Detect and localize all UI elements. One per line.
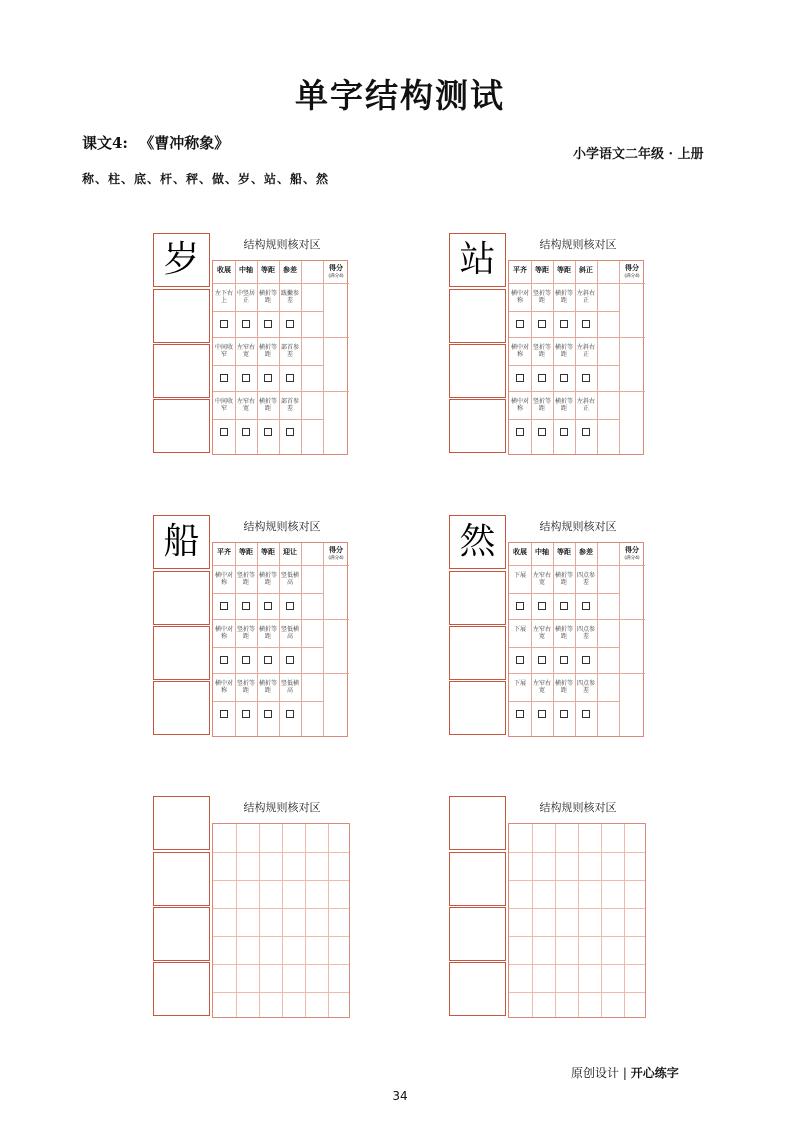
checkbox[interactable] bbox=[516, 656, 524, 664]
checkbox[interactable] bbox=[264, 602, 272, 610]
writing-cell[interactable] bbox=[153, 571, 210, 625]
rule-text: 下展 bbox=[513, 626, 526, 633]
checkbox[interactable] bbox=[264, 374, 272, 382]
rule-text: 横中对称 bbox=[214, 626, 233, 640]
rule-text: 中间收窄 bbox=[214, 344, 233, 358]
writing-cell[interactable] bbox=[449, 571, 506, 625]
checkbox[interactable] bbox=[220, 374, 228, 382]
lesson-heading bbox=[82, 132, 235, 153]
rule-text: 横折等距 bbox=[554, 680, 573, 694]
checkbox[interactable] bbox=[560, 656, 568, 664]
check-area-title: 结构规则核对区 bbox=[539, 238, 617, 251]
checkbox[interactable] bbox=[286, 602, 294, 610]
footer-left: 原创设计 bbox=[571, 1066, 620, 1080]
rule-text: 四点参差 bbox=[576, 572, 595, 586]
checkbox[interactable] bbox=[538, 710, 546, 718]
checkbox[interactable] bbox=[242, 428, 250, 436]
checkbox[interactable] bbox=[220, 320, 228, 328]
check-area-title: 结构规则核对区 bbox=[539, 801, 617, 814]
writing-cell[interactable] bbox=[449, 626, 506, 680]
checkbox[interactable] bbox=[264, 710, 272, 718]
rule-text: 四点参差 bbox=[576, 626, 595, 640]
check-area-title: 结构规则核对区 bbox=[243, 520, 321, 533]
writing-cell[interactable] bbox=[153, 796, 210, 850]
checkbox[interactable] bbox=[560, 602, 568, 610]
rule-text: 横中对称 bbox=[510, 344, 529, 358]
checkbox[interactable] bbox=[242, 374, 250, 382]
rule-text: 左窄右宽 bbox=[236, 344, 255, 358]
rule-text: 跋撇参差 bbox=[280, 290, 299, 304]
page-title: 单字结构测试 bbox=[295, 76, 505, 115]
rule-header: 平齐 bbox=[513, 266, 527, 274]
rule-text: 横中对称 bbox=[510, 398, 529, 412]
rule-text: 竖折等距 bbox=[532, 344, 551, 358]
checkbox[interactable] bbox=[582, 602, 590, 610]
example-character: 船 bbox=[163, 521, 200, 562]
writing-cell[interactable] bbox=[449, 907, 506, 961]
character-list: 称、柱、底、杆、秤、做、岁、站、船、然 bbox=[82, 172, 330, 186]
rule-text: 横折等距 bbox=[554, 344, 573, 358]
checkbox[interactable] bbox=[582, 656, 590, 664]
rule-text: 竖折等距 bbox=[236, 626, 255, 640]
rule-text: 左窄右宽 bbox=[532, 680, 551, 694]
writing-cell[interactable] bbox=[153, 962, 210, 1016]
footer-divider: | bbox=[622, 1066, 631, 1080]
checkbox[interactable] bbox=[220, 428, 228, 436]
checkbox[interactable] bbox=[516, 428, 524, 436]
rule-text: 左窄右宽 bbox=[236, 398, 255, 412]
check-area-title: 结构规则核对区 bbox=[539, 520, 617, 533]
practice-block bbox=[153, 515, 353, 737]
rule-text: 横折等距 bbox=[258, 290, 277, 304]
character-column bbox=[449, 233, 506, 455]
checkbox[interactable] bbox=[516, 602, 524, 610]
rule-text: 竖折等距 bbox=[236, 680, 255, 694]
rule-text: 下展 bbox=[513, 572, 526, 579]
example-character: 然 bbox=[459, 521, 496, 562]
lesson-name: 《曹冲称象》 bbox=[139, 134, 230, 152]
rule-header: 等距 bbox=[557, 548, 571, 556]
checkbox[interactable] bbox=[582, 710, 590, 718]
rule-header: 迎让 bbox=[283, 548, 297, 556]
rule-header: 等距 bbox=[535, 266, 549, 274]
rule-text: 横中对称 bbox=[214, 680, 233, 694]
checkbox[interactable] bbox=[516, 320, 524, 328]
writing-cell[interactable] bbox=[449, 852, 506, 906]
rule-text: 左窄右宽 bbox=[532, 572, 551, 586]
rule-header: 参差 bbox=[283, 266, 297, 274]
checkbox[interactable] bbox=[538, 320, 546, 328]
checkbox[interactable] bbox=[242, 710, 250, 718]
character-column bbox=[449, 796, 506, 1018]
score-header: 得分 (满分4) bbox=[624, 264, 640, 279]
checkbox[interactable] bbox=[242, 320, 250, 328]
character-cell bbox=[153, 233, 210, 287]
rule-text: 中竖居正 bbox=[236, 290, 255, 304]
practice-block bbox=[449, 515, 649, 737]
checkbox[interactable] bbox=[560, 428, 568, 436]
writing-cell[interactable] bbox=[449, 681, 506, 735]
rule-text: 左窄右宽 bbox=[532, 626, 551, 640]
checkbox[interactable] bbox=[582, 428, 590, 436]
lesson-label: 课文4: bbox=[82, 134, 128, 152]
writing-cell[interactable] bbox=[449, 962, 506, 1016]
rule-text: 横折等距 bbox=[258, 344, 277, 358]
checkbox[interactable] bbox=[538, 602, 546, 610]
rule-text: 横折等距 bbox=[258, 398, 277, 412]
character-cell bbox=[449, 233, 506, 287]
checkbox[interactable] bbox=[516, 374, 524, 382]
writing-cell[interactable] bbox=[449, 796, 506, 850]
character-column bbox=[449, 515, 506, 737]
blank-grid[interactable] bbox=[508, 823, 646, 1018]
rule-header: 等距 bbox=[239, 548, 253, 556]
checkbox[interactable] bbox=[264, 320, 272, 328]
rule-header: 中轴 bbox=[239, 266, 253, 274]
rule-text: 横中对称 bbox=[214, 572, 233, 586]
checkbox[interactable] bbox=[286, 656, 294, 664]
checkbox[interactable] bbox=[560, 320, 568, 328]
rule-text: 左斜右正 bbox=[576, 344, 595, 358]
rule-header: 等距 bbox=[557, 266, 571, 274]
rule-check-table bbox=[212, 260, 348, 455]
checkbox[interactable] bbox=[560, 374, 568, 382]
rule-text: 横折等距 bbox=[258, 680, 277, 694]
writing-cell[interactable] bbox=[153, 344, 210, 398]
rule-text: 竖低横高 bbox=[280, 572, 299, 586]
page-number: 34 bbox=[392, 1089, 408, 1103]
writing-cell[interactable] bbox=[449, 399, 506, 453]
rule-text: 竖低横高 bbox=[280, 680, 299, 694]
check-area-title: 结构规则核对区 bbox=[243, 238, 321, 251]
rule-header: 收展 bbox=[217, 266, 231, 274]
checkbox[interactable] bbox=[264, 428, 272, 436]
rule-header: 中轴 bbox=[535, 548, 549, 556]
checkbox[interactable] bbox=[582, 374, 590, 382]
rule-text: 竖低横高 bbox=[280, 626, 299, 640]
character-column bbox=[153, 515, 210, 737]
rule-text: 竖折等距 bbox=[532, 398, 551, 412]
checkbox[interactable] bbox=[538, 656, 546, 664]
checkbox[interactable] bbox=[286, 428, 294, 436]
rule-header: 斜正 bbox=[579, 266, 593, 274]
rule-check-table bbox=[508, 542, 644, 737]
writing-cell[interactable] bbox=[153, 626, 210, 680]
rule-text: 部首参差 bbox=[280, 398, 299, 412]
writing-cell[interactable] bbox=[153, 852, 210, 906]
checkbox[interactable] bbox=[560, 710, 568, 718]
character-cell bbox=[153, 515, 210, 569]
rule-text: 横中对称 bbox=[510, 290, 529, 304]
checkbox[interactable] bbox=[538, 428, 546, 436]
practice-block bbox=[449, 233, 649, 455]
footer-brand: 开心练字 bbox=[630, 1066, 679, 1080]
checkbox[interactable] bbox=[264, 656, 272, 664]
example-character: 站 bbox=[459, 239, 496, 280]
writing-cell[interactable] bbox=[153, 399, 210, 453]
check-area-title: 结构规则核对区 bbox=[243, 801, 321, 814]
blank-grid[interactable] bbox=[212, 823, 350, 1018]
rule-text: 中间收窄 bbox=[214, 398, 233, 412]
example-character: 岁 bbox=[163, 239, 200, 280]
rule-text: 横折等距 bbox=[258, 572, 277, 586]
writing-cell[interactable] bbox=[449, 344, 506, 398]
character-column bbox=[153, 796, 210, 1018]
checkbox[interactable] bbox=[220, 656, 228, 664]
score-header: 得分 (满分4) bbox=[328, 264, 344, 279]
writing-cell[interactable] bbox=[449, 289, 506, 343]
rule-text: 下展 bbox=[513, 680, 526, 687]
checkbox[interactable] bbox=[242, 602, 250, 610]
rule-text: 竖折等距 bbox=[532, 290, 551, 304]
checkbox[interactable] bbox=[286, 320, 294, 328]
blank-practice-block bbox=[449, 796, 649, 1018]
rule-text: 横折等距 bbox=[258, 626, 277, 640]
rule-check-table bbox=[508, 260, 644, 455]
checkbox[interactable] bbox=[538, 374, 546, 382]
checkbox[interactable] bbox=[582, 320, 590, 328]
footer-credit bbox=[571, 1064, 679, 1081]
rule-text: 左斜右正 bbox=[576, 290, 595, 304]
rule-header: 参差 bbox=[579, 548, 593, 556]
practice-block bbox=[153, 233, 353, 455]
writing-cell[interactable] bbox=[153, 681, 210, 735]
rule-text: 竖折等距 bbox=[236, 572, 255, 586]
rule-check-table bbox=[212, 542, 348, 737]
character-column bbox=[153, 233, 210, 455]
rule-text: 横折等距 bbox=[554, 398, 573, 412]
rule-header: 等距 bbox=[261, 548, 275, 556]
writing-cell[interactable] bbox=[153, 289, 210, 343]
checkbox[interactable] bbox=[286, 374, 294, 382]
rule-text: 左下右上 bbox=[214, 290, 233, 304]
rule-header: 等距 bbox=[261, 266, 275, 274]
blank-practice-block bbox=[153, 796, 353, 1018]
checkbox[interactable] bbox=[286, 710, 294, 718]
checkbox[interactable] bbox=[220, 710, 228, 718]
character-cell bbox=[449, 515, 506, 569]
checkbox[interactable] bbox=[220, 602, 228, 610]
rule-text: 横折等距 bbox=[554, 572, 573, 586]
rule-text: 横折等距 bbox=[554, 626, 573, 640]
score-header: 得分 (满分4) bbox=[328, 546, 344, 561]
rule-text: 部首参差 bbox=[280, 344, 299, 358]
writing-cell[interactable] bbox=[153, 907, 210, 961]
grade-label: 小学语文二年级 · 上册 bbox=[573, 147, 704, 162]
rule-header: 收展 bbox=[513, 548, 527, 556]
rule-text: 四点参差 bbox=[576, 680, 595, 694]
rule-text: 横折等距 bbox=[554, 290, 573, 304]
rule-text: 左斜右正 bbox=[576, 398, 595, 412]
checkbox[interactable] bbox=[242, 656, 250, 664]
score-header: 得分 (满分4) bbox=[624, 546, 640, 561]
rule-header: 平齐 bbox=[217, 548, 231, 556]
checkbox[interactable] bbox=[516, 710, 524, 718]
